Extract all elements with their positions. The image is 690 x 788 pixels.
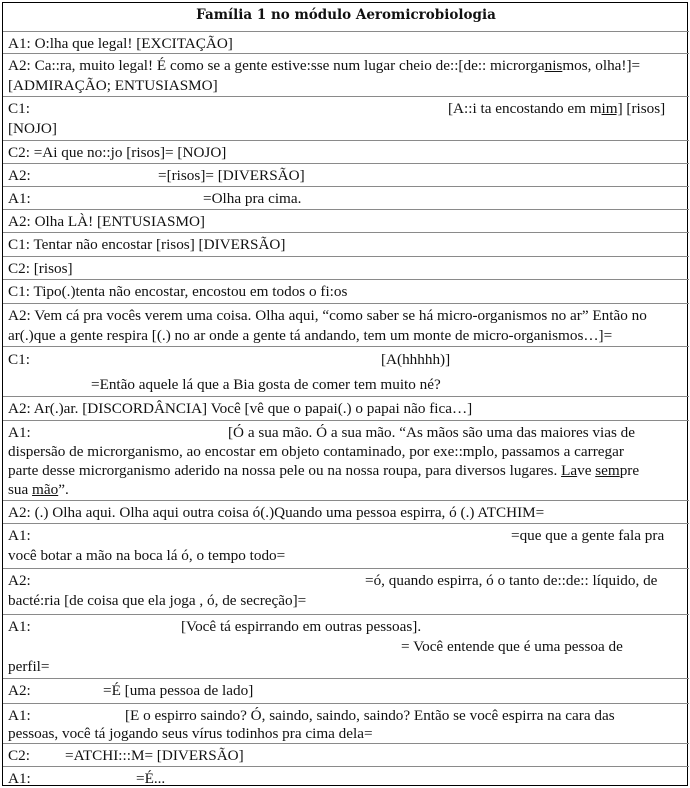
transcript-row (3, 163, 689, 187)
underlined-emphasis: La (561, 462, 578, 479)
underlined-emphasis: mão (32, 481, 59, 498)
utterance-line: =que que a gente fala pra (511, 527, 665, 544)
utterance-line: [A(hhhhh)] (381, 351, 451, 368)
utterance-line: [A::i ta encostando em mim] [risos] (448, 100, 666, 117)
transcript-row (3, 678, 689, 704)
utterance-line: A2: (8, 572, 31, 589)
utterance-line: A1: (8, 424, 31, 441)
transcript-row (3, 743, 689, 767)
utterance-line: C2: [risos] (8, 260, 73, 277)
transcript-row (3, 232, 689, 257)
transcript-row (3, 346, 689, 397)
transcript-row (3, 279, 689, 304)
underlined-emphasis: im] (601, 100, 623, 117)
utterance-line: C1: (8, 100, 30, 117)
utterance-line: [Você tá espirrando em outras pessoas]. (181, 618, 422, 635)
utterance-line: [Ó a sua mão. Ó a sua mão. “As mãos são uma das maiores vias de (228, 424, 635, 441)
utterance-line: A2: Olha LÀ! [ENTUSIASMO] (8, 213, 205, 230)
utterance-line: =[risos]= [DIVERSÃO] (158, 167, 305, 184)
utterance-line: =É [uma pessoa de lado] (103, 682, 254, 699)
utterance-line: bacté:ria [de coisa que ela joga , ó, de secreção]= (8, 592, 307, 609)
utterance-line: sua mão”. (8, 481, 69, 498)
utterance-line: A2: (8, 167, 31, 184)
utterance-line: [E o espirro saindo? Ó, saindo, saindo, saindo? Então se você espirra na cara das (125, 707, 615, 724)
utterance-line: dispersão de microrganismo, ao encostar em objeto contaminado, por exe::mplo, passamos a carregar (8, 443, 624, 460)
transcript-row (3, 31, 689, 54)
utterance-line: =É... (136, 770, 166, 787)
utterance-line: C1: Tentar não encostar [risos] [DIVERSÃO] (8, 236, 286, 253)
utterance-line: A1: (8, 707, 31, 724)
utterance-line: =Olha pra cima. (203, 190, 302, 207)
underlined-emphasis: sem (595, 462, 620, 479)
utterance-line: C1: Tipo(.)tenta não encostar, encostou em todos o fi:os (8, 283, 348, 300)
utterance-line: =ATCHI:::M= [DIVERSÃO] (65, 747, 244, 764)
utterance-line: =ó, quando espirra, ó o tanto de::de:: líquido, de (365, 572, 658, 589)
utterance-line: [ADMIRAÇÃO; ENTUSIASMO] (8, 77, 218, 94)
transcript-row (3, 256, 689, 280)
utterance-line: perfil= (8, 658, 50, 675)
transcript-row (3, 186, 689, 210)
utterance-line: ar(.)que a gente respira [(.) no ar onde a gente tá andando, tem um monte de micro-organismos…]= (8, 327, 613, 344)
utterance-line: = Você entende que é uma pessoa de (401, 638, 623, 655)
utterance-line: =Então aquele lá que a Bia gosta de comer tem muito né? (91, 376, 441, 393)
transcript-row (3, 53, 689, 97)
utterance-line: A1: (8, 618, 31, 635)
utterance-line: A2: (.) Olha aqui. Olha aqui outra coisa ó(.)Quando uma pessoa espirra, ó (.) ATCHIM= (8, 504, 545, 521)
transcript-row (3, 420, 689, 501)
transcript-row (3, 396, 689, 421)
utterance-line: C2: (8, 747, 30, 764)
utterance-line: A2: (8, 682, 31, 699)
transcript-row (3, 703, 689, 744)
utterance-line: [NOJO] (8, 120, 57, 137)
utterance-line: A1: (8, 190, 31, 207)
transcript-row (3, 303, 689, 347)
transcript-row (3, 500, 689, 524)
utterance-line: A2: Ar(.)ar. [DISCORDÂNCIA] Você [vê que o papai(.) o papai não fica…] (8, 400, 473, 417)
table-title: Família 1 no módulo Aeromicrobiologia (196, 7, 496, 23)
utterance-line: A1: (8, 770, 31, 787)
transcript-table (2, 2, 688, 786)
transcript-row (3, 568, 689, 615)
utterance-line: pessoas, você tá jogando seus vírus todinhos pra cima dela= (8, 725, 373, 742)
utterance-line: C2: =Ai que no::jo [risos]= [NOJO] (8, 144, 227, 161)
transcript-row (3, 209, 689, 233)
transcript-row (3, 614, 689, 679)
transcript-row (3, 140, 689, 164)
underlined-emphasis: nis (544, 57, 563, 74)
transcript-row (3, 96, 689, 141)
utterance-line: você botar a mão na boca lá ó, o tempo todo= (8, 547, 286, 564)
utterance-line: A1: O:lha que legal! [EXCITAÇÃO] (8, 35, 233, 52)
utterance-line: A1: (8, 527, 31, 544)
utterance-line: parte desse microrganismo aderido na nossa pele ou na nossa roupa, para diversos lugares. Lave sempre (8, 462, 640, 479)
utterance-line: C1: (8, 351, 30, 368)
utterance-line: A2: Vem cá pra vocês verem uma coisa. Olha aqui, “como saber se há micro-organismos no ar” Então no (8, 307, 647, 324)
utterance-line: A2: Ca::ra, muito legal! É como se a gente estive:sse num lugar cheio de::[de:: microrganismos, olha!]= (8, 57, 641, 74)
transcript-row (3, 766, 689, 788)
transcript-row (3, 523, 689, 569)
